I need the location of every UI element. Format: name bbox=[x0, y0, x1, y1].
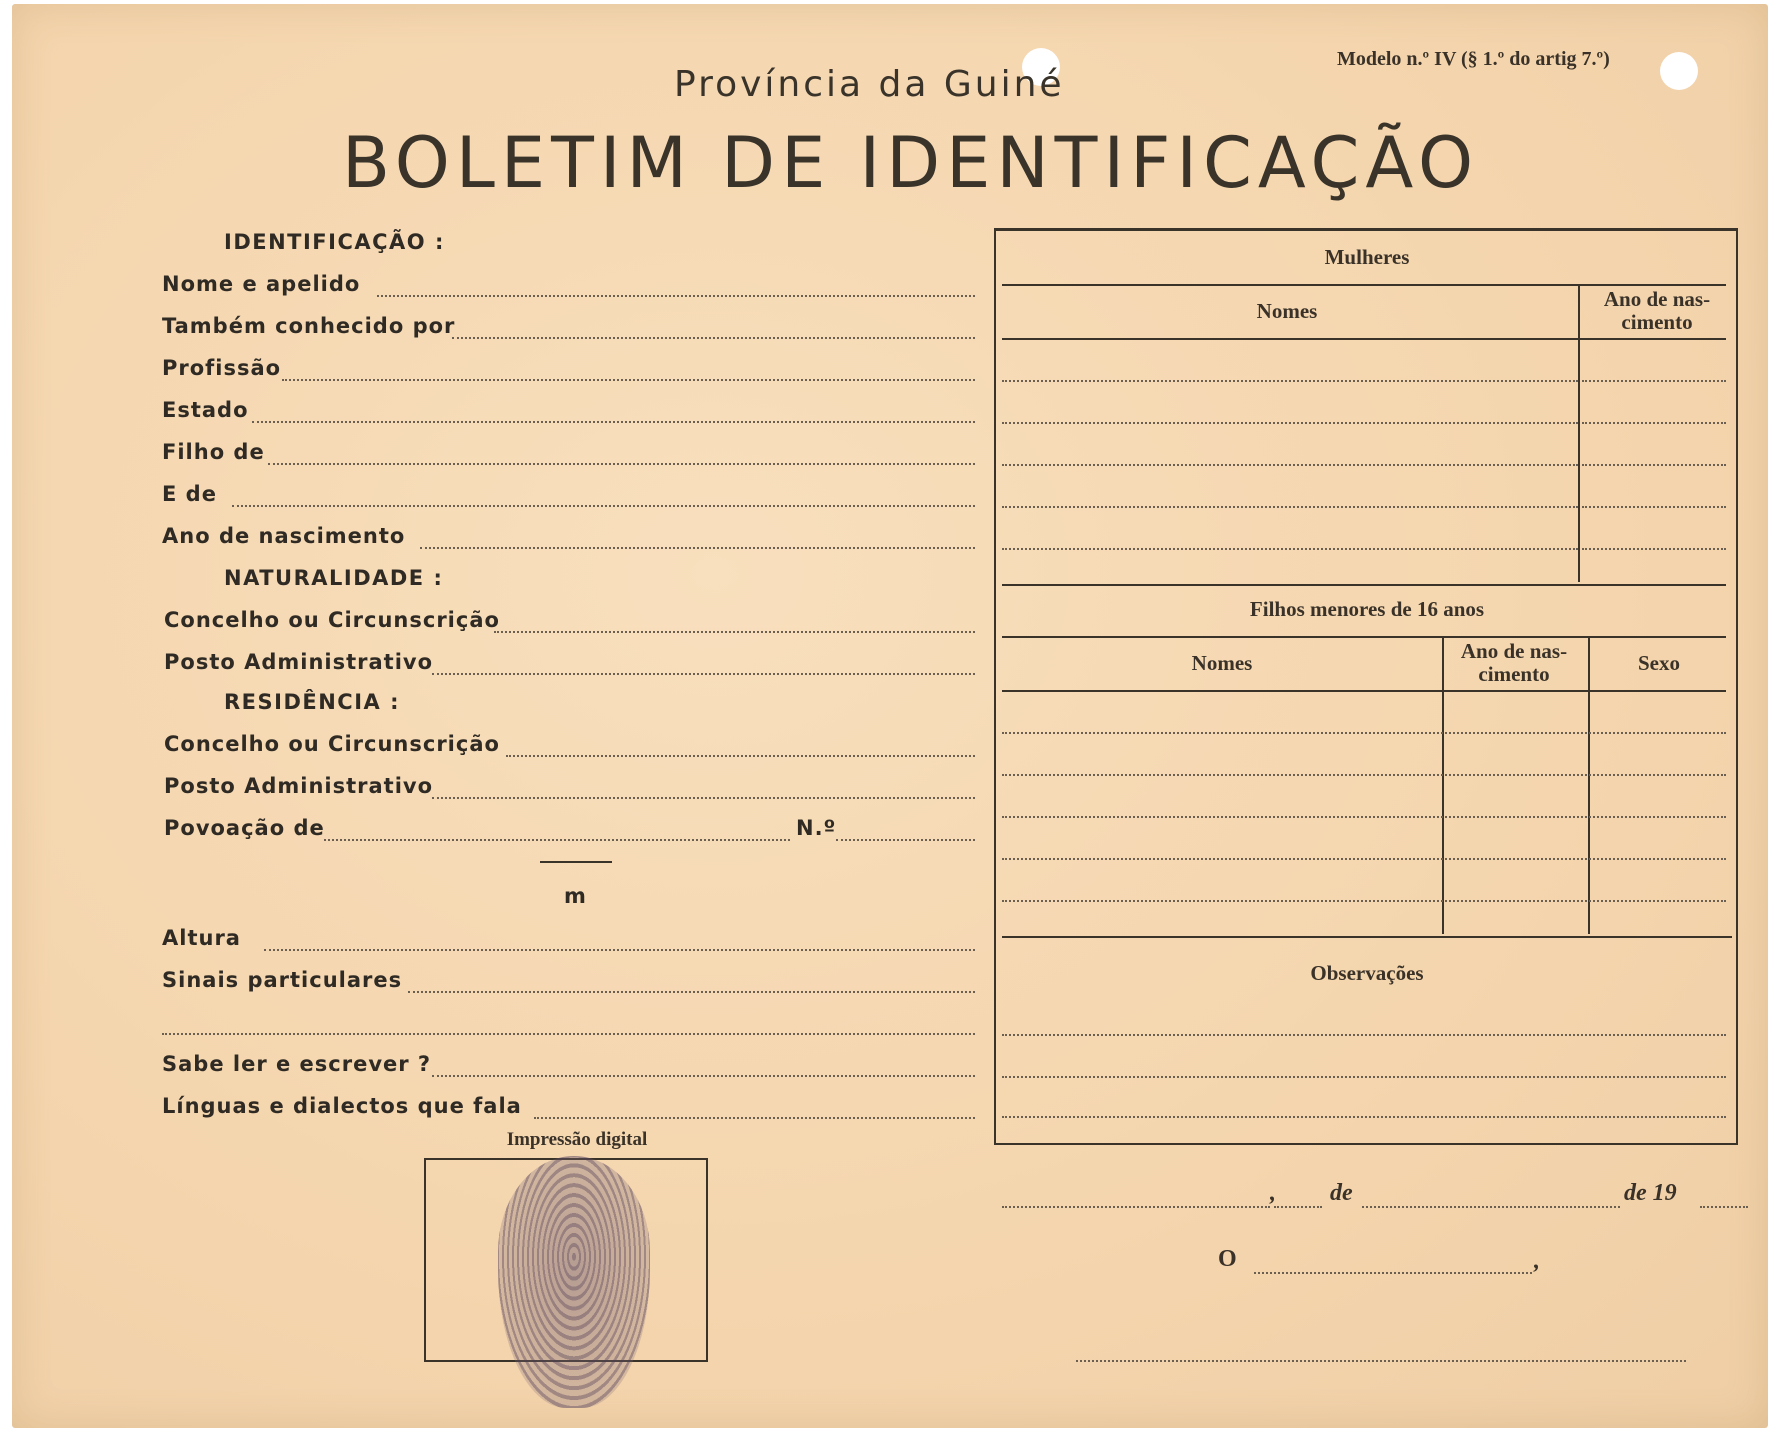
observations-line[interactable] bbox=[1002, 1034, 1726, 1036]
field-nome[interactable] bbox=[377, 295, 975, 297]
heading-mulheres: Mulheres bbox=[1324, 245, 1410, 269]
field-ano-nascimento[interactable] bbox=[420, 547, 975, 549]
heading-filhos: Filhos menores de 16 anos bbox=[1249, 597, 1485, 621]
row-line[interactable] bbox=[1002, 548, 1578, 550]
field-sinais-cont[interactable] bbox=[162, 1033, 975, 1035]
field-numero[interactable] bbox=[836, 839, 975, 841]
field-sabe-ler[interactable] bbox=[432, 1075, 975, 1077]
label-sabe-ler: Sabe ler e escrever ? bbox=[162, 1052, 432, 1076]
column-header-ano-nascimento: Ano de nas- cimento bbox=[1603, 287, 1711, 334]
model-reference: Modelo n.º IV (§ 1.º do artig 7.º) bbox=[1337, 48, 1610, 70]
column-divider bbox=[1578, 286, 1580, 582]
label-numero: N.º bbox=[796, 816, 837, 840]
row-line[interactable] bbox=[1002, 506, 1578, 508]
row-line[interactable] bbox=[1582, 548, 1726, 550]
column-header-nomes: Nomes bbox=[1256, 299, 1318, 323]
row-line[interactable] bbox=[1002, 422, 1578, 424]
field-posto-residencia[interactable] bbox=[432, 797, 975, 799]
label-estado: Estado bbox=[162, 398, 249, 422]
label-tambem-conhecido: Também conhecido por bbox=[162, 314, 456, 338]
field-tambem-conhecido[interactable] bbox=[452, 337, 975, 339]
label-concelho-naturalidade: Concelho ou Circunscrição bbox=[164, 608, 500, 632]
field-linguas[interactable] bbox=[534, 1117, 975, 1119]
fingerprint-impression bbox=[498, 1156, 650, 1408]
row-line[interactable] bbox=[1002, 816, 1726, 818]
column-header-sexo: Sexo bbox=[1638, 651, 1680, 675]
column-header-filhos-nomes: Nomes bbox=[1191, 651, 1253, 675]
field-sinais[interactable] bbox=[408, 991, 975, 993]
field-signature[interactable] bbox=[1076, 1360, 1686, 1362]
row-line[interactable] bbox=[1582, 380, 1726, 382]
divider bbox=[1002, 636, 1726, 638]
field-mes[interactable] bbox=[1362, 1206, 1620, 1208]
field-concelho-residencia[interactable] bbox=[506, 755, 975, 757]
field-profissao[interactable] bbox=[282, 379, 975, 381]
label-posto-naturalidade: Posto Administrativo bbox=[164, 650, 434, 674]
field-concelho-naturalidade[interactable] bbox=[494, 631, 975, 633]
label-ano-nascimento: Ano de nascimento bbox=[162, 524, 406, 548]
row-line[interactable] bbox=[1002, 858, 1726, 860]
label-e-de: E de bbox=[162, 482, 217, 506]
field-dia[interactable] bbox=[1274, 1206, 1322, 1208]
divider bbox=[1002, 338, 1726, 340]
punch-hole bbox=[1660, 52, 1698, 90]
row-line[interactable] bbox=[1002, 900, 1726, 902]
comma-separator: , bbox=[1534, 1248, 1540, 1274]
column-divider bbox=[1442, 638, 1444, 934]
divider bbox=[1002, 936, 1732, 938]
row-line[interactable] bbox=[1002, 464, 1578, 466]
field-altura[interactable] bbox=[264, 949, 975, 951]
row-line[interactable] bbox=[1582, 506, 1726, 508]
section-heading-identificacao: IDENTIFICAÇÃO : bbox=[224, 230, 445, 254]
height-fraction-bar bbox=[540, 861, 612, 863]
row-line[interactable] bbox=[1002, 732, 1726, 734]
label-filho-de: Filho de bbox=[162, 440, 265, 464]
page-title: BOLETIM DE IDENTIFICAÇÃO bbox=[342, 122, 1480, 204]
field-cargo[interactable] bbox=[1254, 1272, 1532, 1274]
section-heading-residencia: RESIDÊNCIA : bbox=[224, 690, 400, 714]
column-header-filhos-ano: Ano de nas- cimento bbox=[1460, 639, 1568, 686]
label-de: de bbox=[1330, 1180, 1353, 1206]
label-metros: m bbox=[564, 884, 587, 908]
row-line[interactable] bbox=[1582, 464, 1726, 466]
label-de-19: de 19 bbox=[1624, 1180, 1677, 1206]
label-impressao-digital: Impressão digital bbox=[506, 1129, 648, 1150]
field-e-de[interactable] bbox=[232, 505, 975, 507]
section-heading-naturalidade: NATURALIDADE : bbox=[224, 566, 444, 590]
label-sinais: Sinais particulares bbox=[162, 968, 403, 992]
province-title: Província da Guiné bbox=[674, 64, 1065, 105]
row-line[interactable] bbox=[1002, 380, 1578, 382]
label-concelho-residencia: Concelho ou Circunscrição bbox=[164, 732, 500, 756]
label-altura: Altura bbox=[162, 926, 241, 950]
family-table-frame bbox=[994, 228, 1738, 1145]
field-estado[interactable] bbox=[252, 421, 975, 423]
observations-line[interactable] bbox=[1002, 1076, 1726, 1078]
row-line[interactable] bbox=[1582, 422, 1726, 424]
label-profissao: Profissão bbox=[162, 356, 282, 380]
comma-separator: , bbox=[1270, 1180, 1276, 1206]
label-posto-residencia: Posto Administrativo bbox=[164, 774, 434, 798]
label-povoacao: Povoação de bbox=[164, 816, 325, 840]
document-sheet bbox=[12, 4, 1768, 1428]
label-linguas: Línguas e dialectos que fala bbox=[162, 1094, 522, 1118]
row-line[interactable] bbox=[1002, 774, 1726, 776]
observations-line[interactable] bbox=[1002, 1116, 1726, 1118]
field-filho-de[interactable] bbox=[268, 463, 975, 465]
divider bbox=[1002, 284, 1726, 286]
heading-observacoes: Observações bbox=[1310, 961, 1424, 985]
label-o: O bbox=[1218, 1246, 1237, 1272]
field-local[interactable] bbox=[1002, 1206, 1270, 1208]
label-nome: Nome e apelido bbox=[162, 272, 361, 296]
column-divider bbox=[1588, 638, 1590, 934]
field-povoacao[interactable] bbox=[324, 839, 790, 841]
field-posto-naturalidade[interactable] bbox=[432, 673, 975, 675]
divider bbox=[1002, 690, 1726, 692]
field-ano[interactable] bbox=[1700, 1206, 1748, 1208]
divider bbox=[1002, 584, 1726, 586]
